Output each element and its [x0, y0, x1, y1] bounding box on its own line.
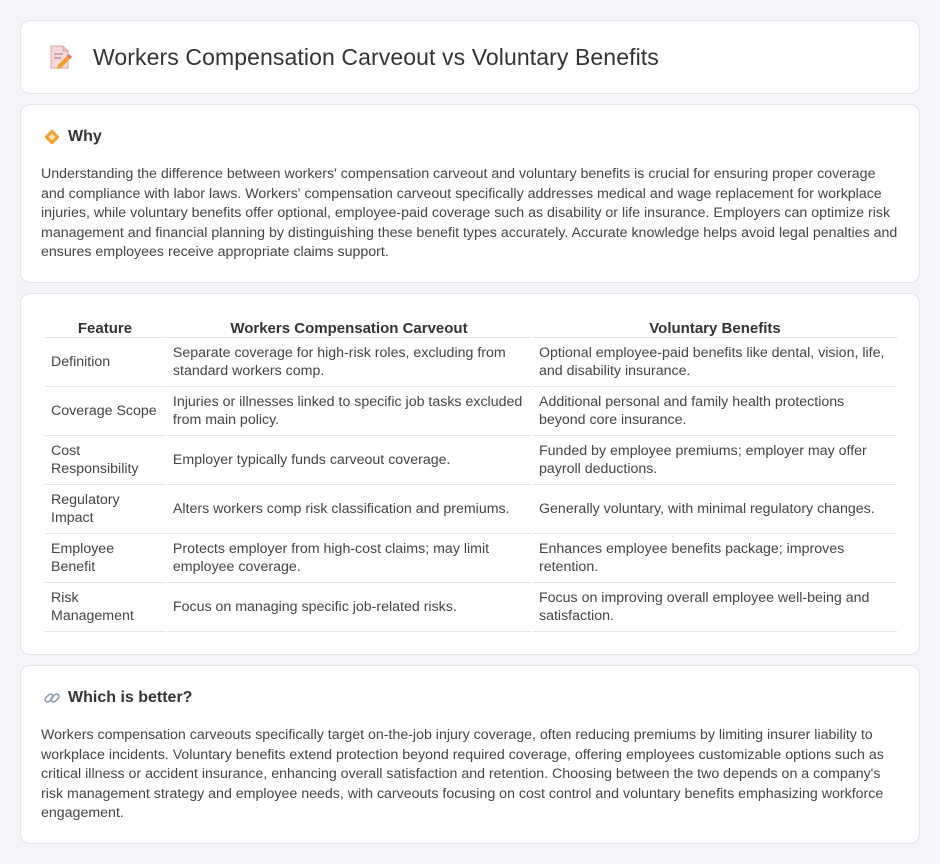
table-row: [45, 534, 897, 583]
comparison-table: [43, 316, 899, 632]
document-pencil-icon: [47, 43, 73, 71]
voluntary-cell: Enhances employee benefits package; improves retention.: [533, 534, 897, 583]
carveout-cell: Focus on managing specific job-related risks.: [167, 583, 531, 632]
better-header: [43, 689, 192, 707]
carveout-cell: Alters workers comp risk classification and premiums.: [167, 485, 531, 534]
carveout-cell: Employer typically funds carveout coverage.: [167, 436, 531, 485]
page-title: Workers Compensation Carveout vs Voluntary Benefits: [93, 43, 659, 70]
table-row: [45, 436, 897, 485]
table-header-row: [45, 316, 897, 338]
why-header: [43, 128, 102, 146]
voluntary-cell: Funded by employee premiums; employer may offer payroll deductions.: [533, 436, 897, 485]
table-row: [45, 485, 897, 534]
table-row: [45, 583, 897, 632]
title-row: [47, 43, 659, 71]
feature-cell: Regulatory Impact: [45, 485, 165, 534]
why-section: [20, 104, 920, 283]
why-text: Understanding the difference between workers' compensation carveout and voluntary benefits is crucial for ensuring proper coverage and compliance with labor laws. Workers' compensation carveout specifically addresses medical and wage replacement for workplace injuries, while voluntary benefits offer optional, employee-paid coverage such as disability or life insurance. Employers can optimize risk management and financial planning by distinguishing these benefit types accurately. Accurate knowledge helps avoid legal penalties and ensures employees receive appropriate claims support.: [41, 166, 898, 261]
header-voluntary: Voluntary Benefits: [533, 316, 897, 338]
link-icon: [43, 689, 61, 707]
diamond-sign-icon: [43, 128, 61, 146]
comparison-card: [20, 293, 920, 655]
title-card: [20, 20, 920, 94]
feature-cell: Employee Benefit: [45, 534, 165, 583]
table-row: [45, 338, 897, 387]
carveout-cell: Separate coverage for high-risk roles, excluding from standard workers comp.: [167, 338, 531, 387]
voluntary-cell: Additional personal and family health protections beyond core insurance.: [533, 387, 897, 436]
voluntary-cell: Focus on improving overall employee well-being and satisfaction.: [533, 583, 897, 632]
carveout-cell: Injuries or illnesses linked to specific job tasks excluded from main policy.: [167, 387, 531, 436]
voluntary-cell: Optional employee-paid benefits like dental, vision, life, and disability insurance.: [533, 338, 897, 387]
feature-cell: Risk Management: [45, 583, 165, 632]
why-heading: Why: [68, 128, 102, 145]
better-text: Workers compensation carveouts specifically target on-the-job injury coverage, often reducing premiums by limiting insurer liability to workplace incidents. Voluntary benefits extend protection beyond required coverage, offering employees customizable options such as critical illness or accident insurance, enhancing overall satisfaction and retention. Choosing between the two depends on a company's risk management strategy and employee needs, with carveouts focusing on cost control and voluntary benefits emphasizing workforce engagement.: [41, 727, 884, 822]
feature-cell: Coverage Scope: [45, 387, 165, 436]
table-row: [45, 387, 897, 436]
better-heading: Which is better?: [68, 689, 193, 706]
voluntary-cell: Generally voluntary, with minimal regulatory changes.: [533, 485, 897, 534]
which-better-section: [20, 665, 920, 844]
header-carveout: Workers Compensation Carveout: [167, 316, 531, 338]
feature-cell: Definition: [45, 338, 165, 387]
carveout-cell: Protects employer from high-cost claims; may limit employee coverage.: [167, 534, 531, 583]
header-feature: Feature: [45, 316, 165, 338]
feature-cell: Cost Responsibility: [45, 436, 165, 485]
